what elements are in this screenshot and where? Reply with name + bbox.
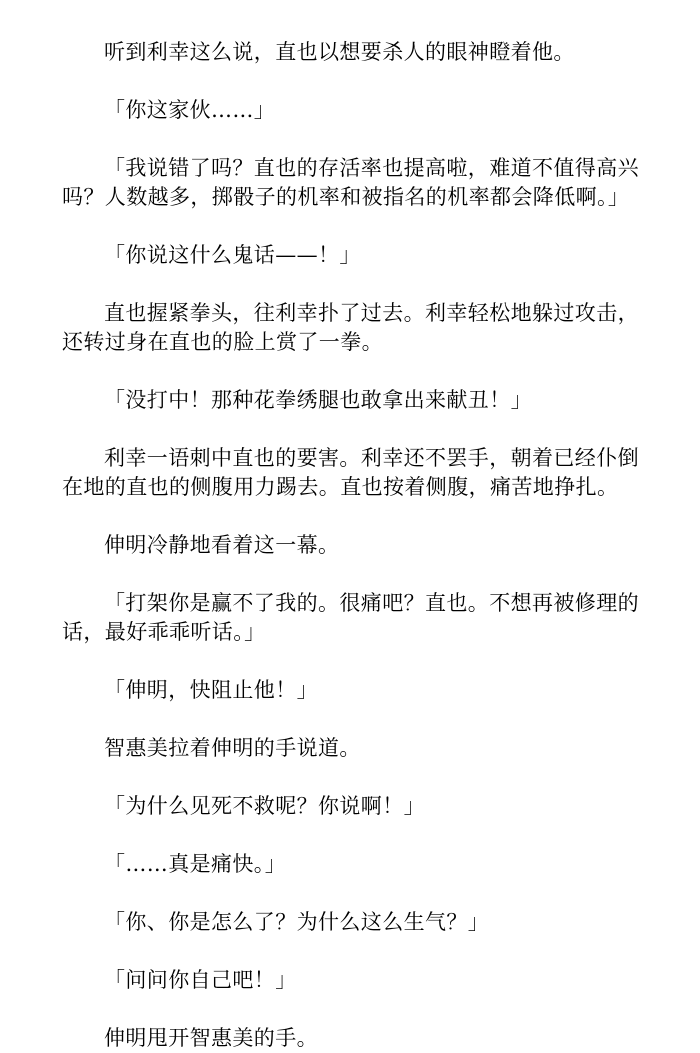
- paragraph: 利幸一语刺中直也的要害。利幸还不罢手，朝着已经仆倒在地的直也的侧腹用力踢去。直也按着侧腹，痛苦地挣扎。: [62, 446, 639, 499]
- paragraph: 「你说这什么鬼话——！」: [104, 243, 361, 267]
- paragraph: 伸明甩开智惠美的手。: [104, 1026, 318, 1050]
- text-page: [62, 38, 640, 1053]
- paragraph: 「你这家伙……」: [104, 98, 276, 122]
- paragraph: 「问问你自己吧！」: [104, 968, 297, 992]
- paragraph: 直也握紧拳头，往利幸扑了过去。利幸轻松地躲过攻击，还转过身在直也的脸上赏了一拳。: [62, 301, 639, 354]
- paragraph: 「为什么见死不救呢？你说啊！」: [104, 794, 425, 818]
- paragraph: 「伸明，快阻止他！」: [104, 678, 318, 702]
- paragraph: 「打架你是赢不了我的。很痛吧？直也。不想再被修理的话，最好乖乖听话。」: [62, 591, 639, 644]
- paragraph: 「你、你是怎么了？为什么这么生气？」: [104, 910, 490, 934]
- paragraph: 「我说错了吗？直也的存活率也提高啦，难道不值得高兴吗？人数越多，掷骰子的机率和被指名的机率都会降低啊。」: [62, 156, 639, 209]
- paragraph: 智惠美拉着伸明的手说道。: [104, 736, 361, 760]
- paragraph: 伸明冷静地看着这一幕。: [104, 533, 340, 557]
- paragraph: 听到利幸这么说，直也以想要杀人的眼神瞪着他。: [104, 40, 575, 64]
- paragraph: 「……真是痛快。」: [104, 852, 287, 876]
- paragraph: 「没打中！那种花拳绣腿也敢拿出来献丑！」: [104, 388, 532, 412]
